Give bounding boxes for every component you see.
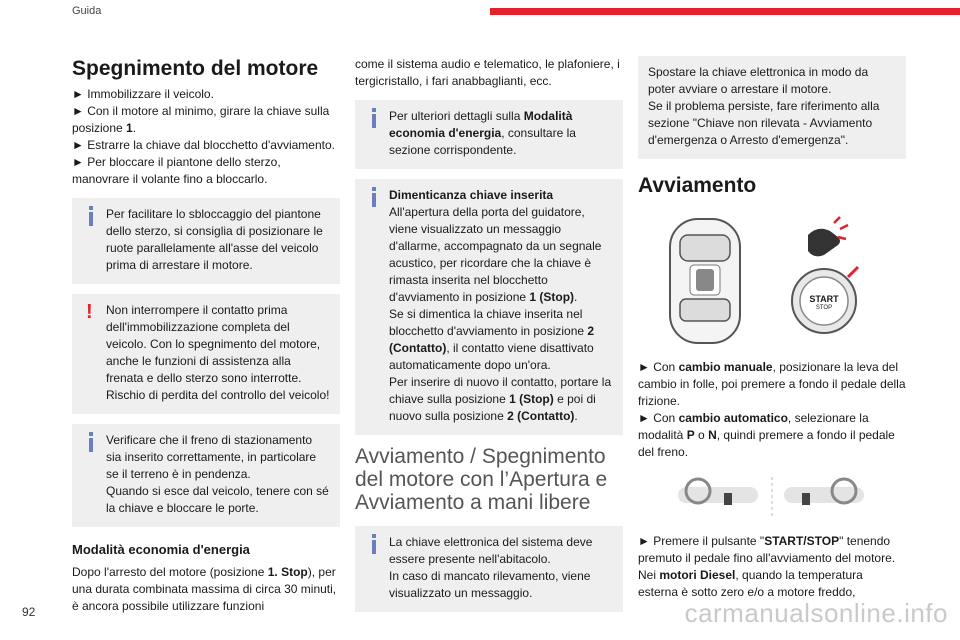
note-p2: Se il problema persiste, fare riferimento alla sezione "Chiave non rilevata - Avviamento d'emergenza o Arresto d'emergenza". xyxy=(648,99,880,147)
steering-pedal-icon xyxy=(638,473,906,523)
note-p1: All'apertura della porta del guidatore, viene visualizzato un messaggio d'allarme, accompagnato da un segnale acustico, per ricordare che la chiave è rimasta inserita nel blocchetto d'avviamento in posizione 1 (Stop). xyxy=(389,205,602,304)
note-text-a: Verificare che il freno di stazionamento sia inserito correttamente, in particolare se il terreno è in pendenza. xyxy=(106,433,317,481)
para-economia: Dopo l'arresto del motore (posizione 1. Stop), per una durata combinata massima di circa 30 minuti, è ancora possibile utilizzare funzioni xyxy=(72,565,337,613)
note-p1: La chiave elettronica del sistema deve essere presente nell'abitacolo. xyxy=(389,535,593,566)
info-icon xyxy=(367,108,381,128)
info-note-freno xyxy=(72,424,340,527)
info-note-dimenticanza xyxy=(355,179,623,435)
step-3: ► Estrarre la chiave dal blocchetto d'avviamento. xyxy=(72,138,335,152)
info-icon xyxy=(84,206,98,226)
note-text: Per facilitare lo sbloccaggio del piantone dello sterzo, si consiglia di posizionare le ruote parallelamente all'asse del veicolo prima di arrestare il motore. xyxy=(106,207,323,272)
note-p1: Spostare la chiave elettronica in modo da poter avviare o arrestare il motore. xyxy=(648,65,869,96)
info-icon xyxy=(84,432,98,452)
warning-note-contatto xyxy=(72,294,340,414)
info-note-piantone xyxy=(72,198,340,284)
stop-label: STOP xyxy=(815,305,833,311)
para-continued: come il sistema audio e telematico, le plafoniere, i tergicristallo, i fari anabbaglianti, ecc. xyxy=(355,57,620,88)
info-icon xyxy=(367,534,381,554)
header-accent-bar xyxy=(490,8,960,15)
pedals-illustration xyxy=(638,473,906,523)
note-title: Dimenticanza chiave inserita xyxy=(389,188,554,202)
step-4: ► Per bloccare il piantone dello sterzo, manovrare il volante fino a bloccarlo. xyxy=(72,155,281,186)
note-chiave-elettronica xyxy=(638,56,906,159)
title-avviamento: Avviamento xyxy=(638,174,757,197)
note-p3: Per inserire di nuovo il contatto, portare la chiave sulla posizione 1 (Stop) e poi di nuovo sulla posizione 2 (Contatto). xyxy=(389,375,612,423)
watermark: carmanualsonline.info xyxy=(684,598,948,628)
start-illustration xyxy=(638,215,906,345)
section-title-mani-libere: Avviamento / Spegnimento del motore con l’Apertura e Avviamento a mani libere xyxy=(355,445,608,514)
warning-icon: ! xyxy=(86,301,93,323)
start-label: START xyxy=(809,294,839,304)
column-2 xyxy=(355,56,623,622)
note-p2: Se si dimentica la chiave inserita nel blocchetto d'avviamento in posizione 2 (Contatto), il contatto viene disattivato automaticamente dopo un'ora. xyxy=(389,307,595,372)
subtitle-economia: Modalità economia d'energia xyxy=(72,542,250,557)
info-note-chiave xyxy=(355,526,623,612)
title-spegnimento: Spegnimento del motore xyxy=(72,57,319,80)
step-automatico: ► Con cambio automatico, selezionare la modalità P o N, quindi premere a fondo il pedale del freno. xyxy=(638,411,895,459)
step-2: ► Con il motore al minimo, girare la chiave sulla posizione 1. xyxy=(72,104,330,135)
column-3 xyxy=(638,56,906,601)
car-topview-icon xyxy=(638,215,906,345)
running-header: Guida xyxy=(72,5,102,17)
page-number: 92 xyxy=(22,605,36,619)
note-text-b: Quando si esce dal veicolo, tenere con sé la chiave e bloccare le porte. xyxy=(106,484,329,515)
step-start-stop: ► Premere il pulsante "START/STOP" tenendo premuto il pedale fino all'avviamento del motore. Nei motori Diesel, quando la temperatura esterna è sotto zero e/o a motore freddo, xyxy=(638,534,896,599)
step-manuale: ► Con cambio manuale, posizionare la leva del cambio in folle, poi premere a fondo il pedale della frizione. xyxy=(638,360,906,408)
step-1: ► Immobilizzare il veicolo. xyxy=(72,87,214,101)
info-icon xyxy=(367,187,381,207)
info-note-economia xyxy=(355,100,623,169)
warning-text: Non interrompere il contatto prima dell'immobilizzazione completa del veicolo. Con lo spegnimento del motore, anche le funzioni di assistenza alla frenata e dello sterzo sono interrotte. Rischio di perdita del controllo del veicolo! xyxy=(106,303,330,402)
note-p2: In caso di mancato rilevamento, viene visualizzato un messaggio. xyxy=(389,569,591,600)
note-text: Per ulteriori dettagli sulla Modalità economia d'energia, consultare la sezione corrispondente. xyxy=(389,109,576,157)
column-1 xyxy=(72,56,340,615)
